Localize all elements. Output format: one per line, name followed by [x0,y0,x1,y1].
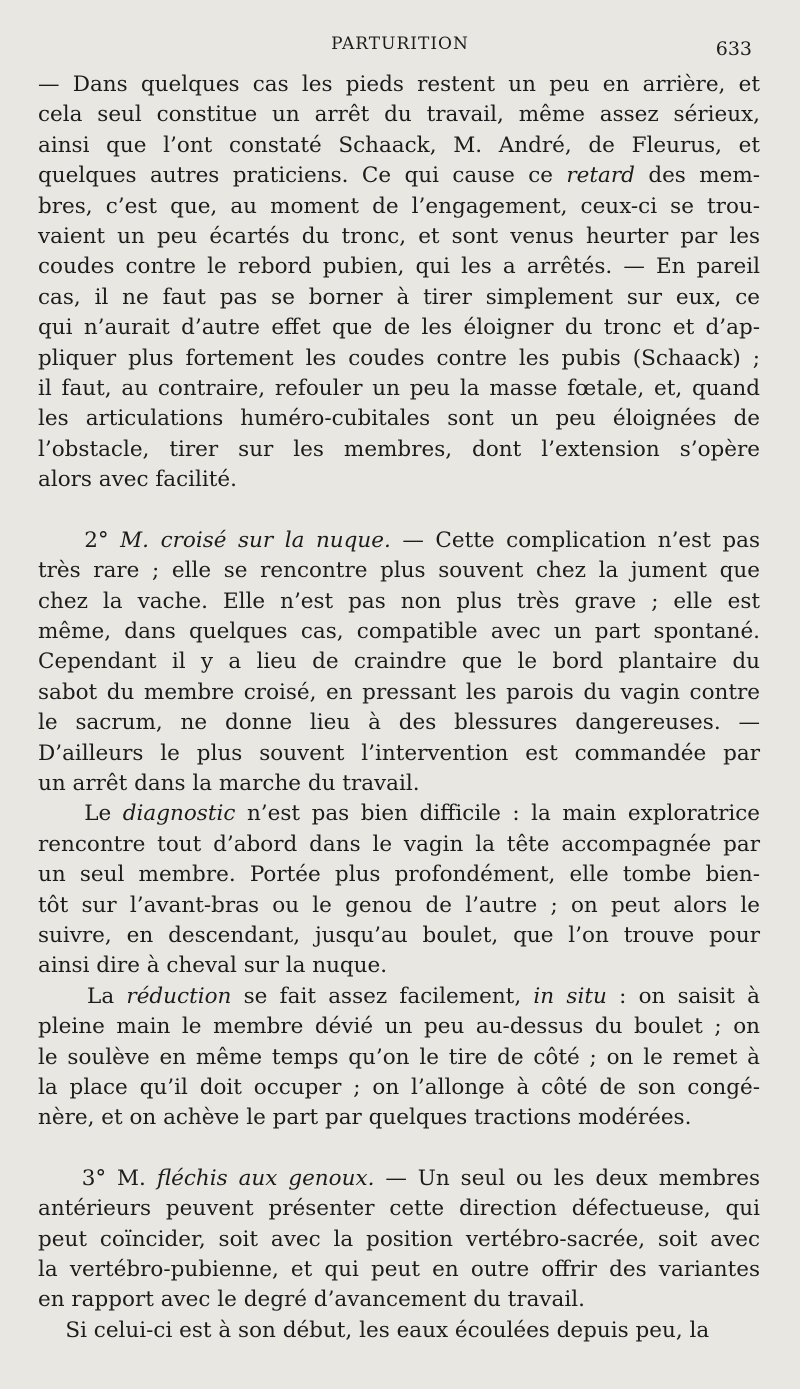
text-run: peut coïncider, soit avec la position vertébro-sacrée, soit avec [38,1226,760,1252]
text-run: des mem- [634,163,761,189]
paragraph [38,70,760,496]
text-run: antérieurs peuvent présenter cette direction défectueuse, qui [38,1196,760,1222]
text-line [38,404,760,434]
text-line [38,678,760,708]
running-title: PARTURITION [331,34,469,54]
text-run: cela seul constitue un arrêt du travail, même assez sérieux, [38,102,760,128]
text-run: coudes contre le rebord pubien, qui les a arrêtés. — En pareil [38,254,760,280]
text-line [38,708,760,738]
text-line [38,1225,760,1255]
text-run: sabot du membre croisé, en pressant les parois du vagin contre [38,679,760,705]
text-line [38,526,760,556]
text-line [38,1255,760,1285]
text-line [38,1194,760,1224]
text-line [38,951,760,981]
text-run: bres, c’est que, au moment de l’engagement, ceux-ci se trou- [38,193,760,219]
paragraph-gap [38,1134,760,1164]
italic-run: M. croisé sur la nuque. [120,527,391,553]
text-run: — Dans quelques cas les pieds restent un peu en arrière, et [38,72,760,97]
text-line [38,435,760,465]
paragraph [38,799,760,981]
text-line [38,1316,760,1346]
text-run: vaient un peu écartés du tronc, et sont venus heurter par les [38,224,760,250]
text-run: — Cette complication n’est pas [390,527,760,553]
body-text [38,70,760,1346]
text-line [38,982,760,1012]
text-run: le sacrum, ne donne lieu à des blessures dangereuses. — [38,710,760,736]
text-run: l’obstacle, tirer sur les membres, dont l’extension s’opère [38,436,760,462]
text-run: alors avec facilité. [38,467,237,493]
italic-run: in situ [533,983,607,1009]
text-run: il faut, au contraire, refouler un peu la masse fœtale, et, quand [38,376,760,402]
text-line [38,344,760,374]
text-run: cas, il ne faut pas se borner à tirer simplement sur eux, ce [38,284,760,310]
text-line [38,739,760,769]
text-run: pleine main le membre dévié un peu au-dessus du boulet ; on [38,1014,760,1040]
text-run: en rapport avec le degré d’avancement du travail. [38,1287,585,1313]
text-line [38,1285,760,1315]
text-line [38,587,760,617]
italic-run: retard [566,163,635,189]
text-run: : on saisit à [606,983,760,1009]
text-line [38,1073,760,1103]
italic-run: réduction [126,983,232,1009]
text-line [38,556,760,586]
text-line [38,860,760,890]
text-line [38,830,760,860]
text-run: ainsi dire à cheval sur la nuque. [38,953,388,979]
text-run: La [38,983,127,1009]
page-number: 633 [715,38,752,60]
text-run: qui n’aurait d’autre effet que de les éloigner du tronc et d’ap- [38,315,760,341]
text-run: la place qu’il doit occuper ; on l’allonge à côté de son congé- [38,1075,760,1100]
text-run: un arrêt dans la marche du travail. [38,770,420,796]
text-run: ainsi que l’ont constaté Schaack, M. André, de Fleurus, et [38,132,760,158]
paragraph [38,982,760,1134]
text-run: tôt sur l’avant-bras ou le genou de l’autre ; on peut alors le [38,892,760,918]
text-line [38,647,760,677]
text-run: chez la vache. Elle n’est pas non plus très grave ; elle est [38,588,760,614]
text-run: n’est pas bien difficile : la main exploratrice [235,801,760,827]
text-line [38,313,760,343]
text-run: 3° M. [38,1165,157,1191]
text-run: un seul membre. Portée plus profondément, elle tombe bien- [38,862,760,888]
text-line [38,252,760,282]
text-run: Si celui-ci est à son début, les eaux écoulées depuis peu, la [38,1317,710,1343]
text-run: se fait assez facilement, [231,983,534,1009]
text-line [38,192,760,222]
text-run: Cependant il y a lieu de craindre que le bord plantaire du [38,649,760,675]
running-head [40,32,760,60]
italic-run: diagnostic [122,801,236,827]
text-line [38,100,760,130]
text-line [38,891,760,921]
text-line [38,131,760,161]
text-run: même, dans quelques cas, compatible avec un part spontané. [38,618,760,644]
text-line [38,283,760,313]
text-run: — Un seul ou les deux membres [374,1165,761,1191]
text-line [38,465,760,495]
text-line [38,799,760,829]
text-line [38,1043,760,1073]
text-line [38,374,760,404]
text-run: rencontre tout d’abord dans le vagin la tête accompagnée par [38,831,760,857]
text-line [38,222,760,252]
paragraph [38,1164,760,1316]
text-run: très rare ; elle se rencontre plus souvent chez la jument que [38,558,760,584]
text-run: les articulations huméro-cubitales sont un peu éloignées de [38,406,760,432]
text-run: D’ailleurs le plus souvent l’intervention est commandée par [38,740,760,766]
text-run: suivre, en descendant, jusqu’au boulet, que l’on trouve pour [38,922,760,948]
paragraph [38,526,760,800]
text-run: le soulève en même temps qu’on le tire de côté ; on le remet à [38,1044,760,1070]
paragraph-gap [38,496,760,526]
text-line [38,70,760,100]
paragraph [38,1316,760,1346]
text-run: 2° [38,527,121,553]
italic-run: fléchis aux genoux. [156,1165,375,1191]
text-line [38,769,760,799]
text-line [38,161,760,191]
text-run: nère, et on achève le part par quelques tractions modérées. [38,1105,692,1131]
text-run: quelques autres praticiens. Ce qui cause ce [38,163,567,189]
text-line [38,1164,760,1194]
text-line [38,921,760,951]
text-run: la vertébro-pubienne, et qui peut en outre offrir des variantes [38,1257,760,1283]
text-line [38,1103,760,1133]
text-line [38,1012,760,1042]
text-run: pliquer plus fortement les coudes contre les pubis (Schaack) ; [38,345,760,371]
text-line [38,617,760,647]
text-run: Le [38,801,123,827]
